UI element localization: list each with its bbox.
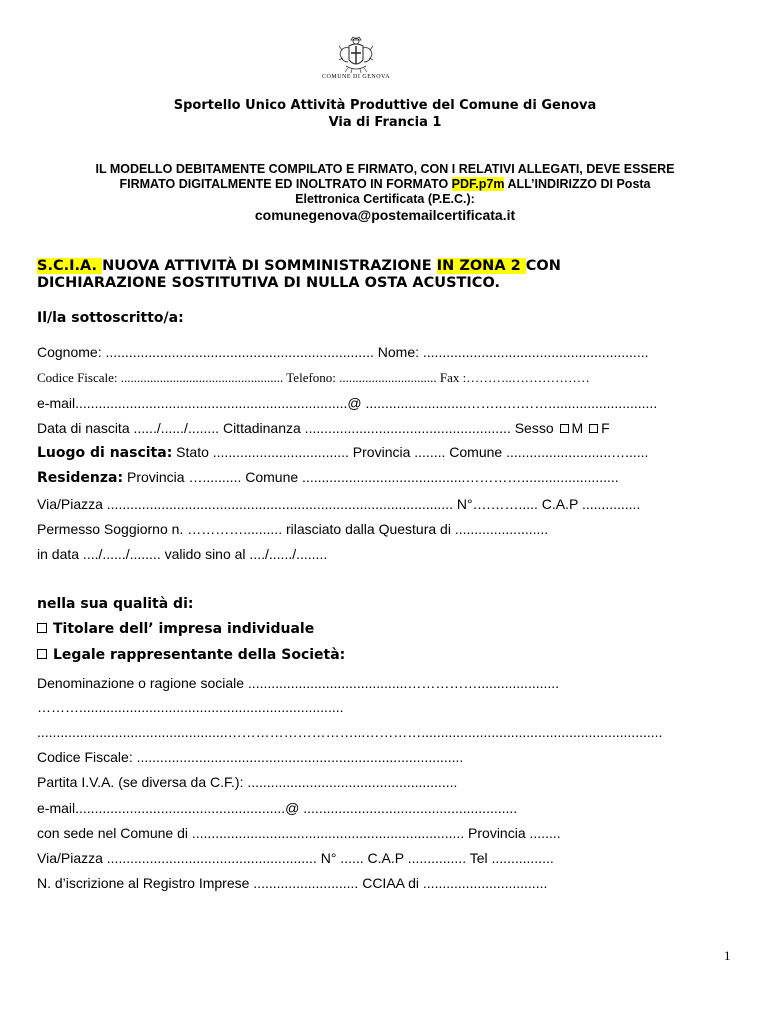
office-line-2: Via di Francia 1 bbox=[328, 115, 442, 130]
titolare-label: Titolare dell’ impresa individuale bbox=[53, 621, 315, 637]
office-line-1: Sportello Unico Attività Produttive del Comune di Genova bbox=[173, 98, 597, 113]
nascita-sesso-row bbox=[37, 420, 610, 436]
company-via-field[interactable]: Via/Piazza ...................................................... N° ...... C.A.P ............... Tel ................ bbox=[37, 850, 554, 866]
codice-fiscale-telefono-fax-field[interactable]: Codice Fiscale: .................................................. Telefono: .............................. Fax :………..……………… bbox=[37, 370, 590, 385]
nascita-cittadinanza-field[interactable]: Data di nascita ....../....../........ Cittadinanza ..................................................... Sesso bbox=[37, 420, 554, 436]
notice-format-highlight: PDF.p7m bbox=[451, 177, 505, 191]
permesso-validita-field[interactable]: in data ..../....../........ valido sino al ..../....../........ bbox=[37, 546, 328, 562]
residenza-field[interactable]: Provincia ….......... Comune ..........................................…………......................... bbox=[123, 469, 619, 485]
partita-iva-field[interactable]: Partita I.V.A. (se diversa da C.F.): ...................................................... bbox=[37, 774, 458, 790]
title-text-2: CON bbox=[525, 258, 561, 274]
residenza-row[interactable] bbox=[37, 469, 619, 486]
title-line-2: DICHIARAZIONE SOSTITUTIVA DI NULLA OSTA ACUSTICO. bbox=[37, 275, 500, 291]
checkbox-legale-rappresentante[interactable] bbox=[37, 649, 47, 659]
checkbox-titolare[interactable] bbox=[37, 623, 47, 633]
denominazione-cont-2[interactable]: .................................................………………………...………….............................................................. bbox=[37, 724, 663, 740]
coat-of-arms-icon bbox=[336, 36, 376, 74]
residenza-label: Residenza: bbox=[37, 470, 124, 486]
email-field[interactable]: e-mail......................................................................@ ..........................……..….……............................ bbox=[37, 395, 658, 411]
title-text-1: NUOVA ATTIVITÀ DI SOMMINISTRAZIONE bbox=[102, 258, 437, 274]
title-zone-highlight: IN ZONA 2 bbox=[436, 258, 526, 274]
pec-address: comunegenova@postemailcertificata.it bbox=[254, 207, 516, 223]
company-email-field[interactable]: e-mail......................................................@ ....................................................... bbox=[37, 800, 518, 816]
sesso-m-label: M bbox=[571, 420, 584, 436]
company-codice-fiscale-field[interactable]: Codice Fiscale: .................................................................................... bbox=[37, 749, 464, 765]
denominazione-cont-1[interactable]: ……….................................................................... bbox=[37, 699, 344, 715]
luogo-nascita-field[interactable]: Stato ................................... Provincia ........ Comune ...........................…...... bbox=[172, 444, 649, 460]
permesso-soggiorno-field[interactable]: Permesso Soggiorno n. ………….......... rilasciato dalla Questura di ........................ bbox=[37, 521, 549, 537]
legale-rappresentante-label: Legale rappresentante della Società: bbox=[53, 647, 346, 663]
option-titolare[interactable] bbox=[37, 621, 314, 637]
sede-comune-field[interactable]: con sede nel Comune di ...................................................................... Provincia ........ bbox=[37, 825, 561, 841]
crest-caption: COMUNE DI GENOVA bbox=[322, 74, 390, 80]
notice-line-3: Elettronica Certificata (P.E.C.): bbox=[295, 192, 475, 206]
genova-crest-logo bbox=[318, 36, 394, 86]
cognome-nome-field[interactable]: Cognome: ..................................................................... Nome: .......................................................... bbox=[37, 344, 649, 360]
via-piazza-field[interactable]: Via/Piazza ......................................................................................... N°….……..... C.A.P ............... bbox=[37, 496, 641, 512]
undersigned-heading: Il/la sottoscritto/a: bbox=[37, 310, 184, 326]
notice-line-2-pre: FIRMATO DIGITALMENTE ED INOLTRATO IN FORMATO bbox=[119, 177, 452, 191]
sesso-f-label: F bbox=[601, 420, 610, 436]
notice-line-2-post: ALL’INDIRIZZO DI Posta bbox=[504, 177, 651, 191]
luogo-nascita-label: Luogo di nascita: bbox=[37, 445, 173, 461]
registro-imprese-field[interactable]: N. d’iscrizione al Registro Imprese ........................... CCIAA di ................................ bbox=[37, 875, 548, 891]
page-number: 1 bbox=[724, 948, 731, 963]
denominazione-field[interactable]: Denominazione o ragione sociale .........................................……………..................... bbox=[37, 675, 560, 691]
option-legale-rappresentante[interactable] bbox=[37, 647, 345, 663]
notice-line-2 bbox=[0, 177, 770, 192]
form-title bbox=[37, 258, 561, 292]
notice-line-1: IL MODELLO DEBITAMENTE COMPILATO E FIRMATO, CON I RELATIVI ALLEGATI, DEVE ESSERE bbox=[95, 162, 675, 176]
luogo-nascita-row[interactable] bbox=[37, 444, 648, 461]
quality-heading: nella sua qualità di: bbox=[37, 596, 194, 612]
title-scia-highlight: S.C.I.A. bbox=[37, 258, 103, 274]
checkbox-sesso-f[interactable] bbox=[589, 424, 598, 433]
checkbox-sesso-m[interactable] bbox=[560, 424, 569, 433]
